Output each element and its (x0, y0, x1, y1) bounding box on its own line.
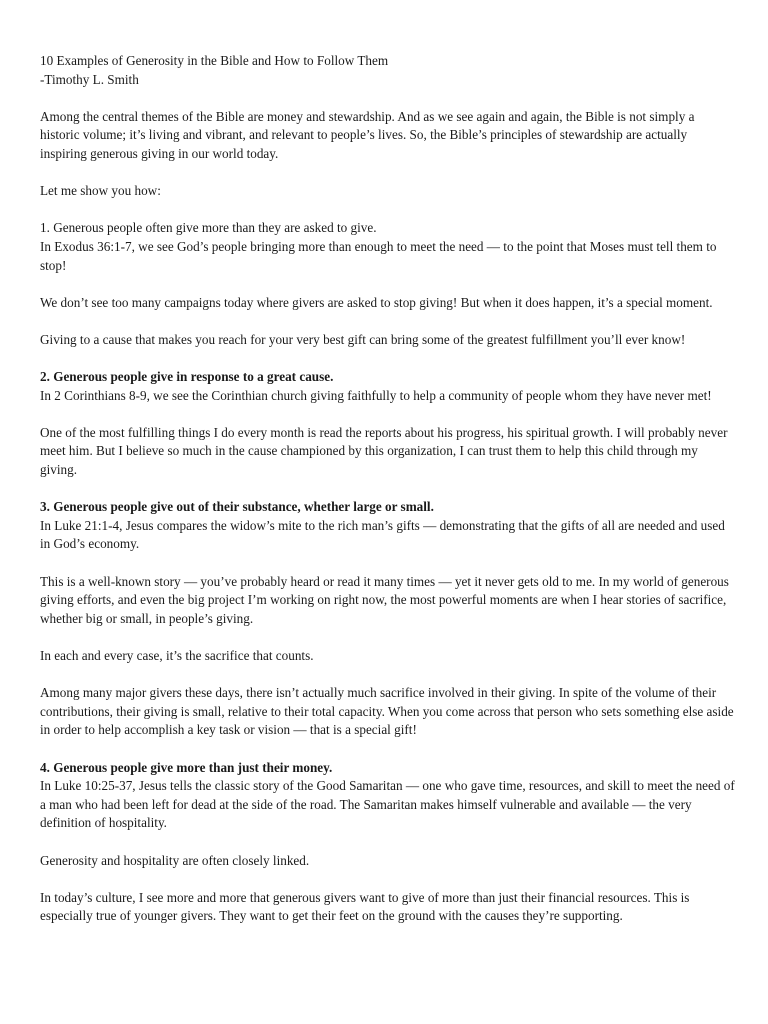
document-page (40, 52, 735, 945)
body-paragraph: Among many major givers these days, there isn’t actually much sacrifice involved in their giving. In spite of the volume of their contributions, their giving is small, relative to their total capacity. When you come across that person who sets something else aside in order to help accomplish a key task or vision — that is a special gift! (40, 685, 734, 738)
intro-lead-in: Let me show you how: (40, 183, 161, 199)
body-paragraph: In today’s culture, I see more and more that generous givers want to give of more than just their financial resources. This is especially true of younger givers. They want to get their feet on the ground with the causes they’re supporting. (40, 889, 690, 924)
document-title: 10 Examples of Generosity in the Bible and How to Follow Them (40, 53, 389, 68)
intro-paragraph: Among the central themes of the Bible are money and stewardship. And as we see again and again, the Bible is not simply a historic volume; it’s living and vibrant, and relevant to people’s lives. So, the Bible’s principles of stewardship are actually inspiring generous giving in our world today. (40, 108, 695, 161)
body-paragraph: Generosity and hospitality are often closely linked. (40, 852, 310, 868)
section-heading: 4. Generous people give more than just their money. (40, 759, 333, 775)
section-heading: 3. Generous people give out of their substance, whether large or small. (40, 499, 434, 515)
body-paragraph: In each and every case, it’s the sacrifice that counts. (40, 648, 314, 663)
body-paragraph: Giving to a cause that makes you reach for your very best gift can bring some of the greatest fulfillment you’ll ever know! (40, 331, 686, 347)
body-paragraph: One of the most fulfilling things I do every month is read the reports about his progress, his spiritual growth. I will probably never meet him. But I believe so much in the cause championed by this organization, I can trust them to help this child through my giving. (40, 424, 728, 478)
section-lead: In Luke 10:25-37, Jesus tells the classic story of the Good Samaritan — one who gave time, resources, and skill to meet the need of a man who had been left for dead at the side of the road. The Samaritan makes himself vulnerable and available — the very definition of hospitality. (40, 778, 735, 831)
section-4 (40, 759, 735, 833)
section-lead: In Exodus 36:1-7, we see God’s people bringing more than enough to meet the need — to the point that Moses must tell them to stop! (40, 238, 717, 273)
section-1 (40, 219, 735, 275)
section-3 (40, 498, 735, 554)
section-lead: In Luke 21:1-4, Jesus compares the widow’s mite to the rich man’s gifts — demonstrating that the gifts of all are needed and used in God’s economy. (40, 517, 725, 552)
section-2 (40, 368, 735, 405)
body-paragraph: We don’t see too many campaigns today where givers are asked to stop giving! But when it does happen, it’s a special moment. (40, 294, 713, 310)
body-paragraph: This is a well-known story — you’ve probably heard or read it many times — yet it never gets old to me. In my world of generous giving efforts, and even the big project I’m working on right now, the most powerful moments are when I hear stories of sacrifice, whether big or small, in people’s giving. (40, 573, 729, 626)
section-heading: 2. Generous people give in response to a great cause. (40, 369, 334, 385)
section-heading: 1. Generous people often give more than they are asked to give. (40, 220, 377, 236)
document-header (40, 52, 735, 89)
document-author: -Timothy L. Smith (40, 71, 139, 87)
section-lead: In 2 Corinthians 8-9, we see the Corinthian church giving faithfully to help a community of people whom they have never met! (40, 387, 712, 403)
